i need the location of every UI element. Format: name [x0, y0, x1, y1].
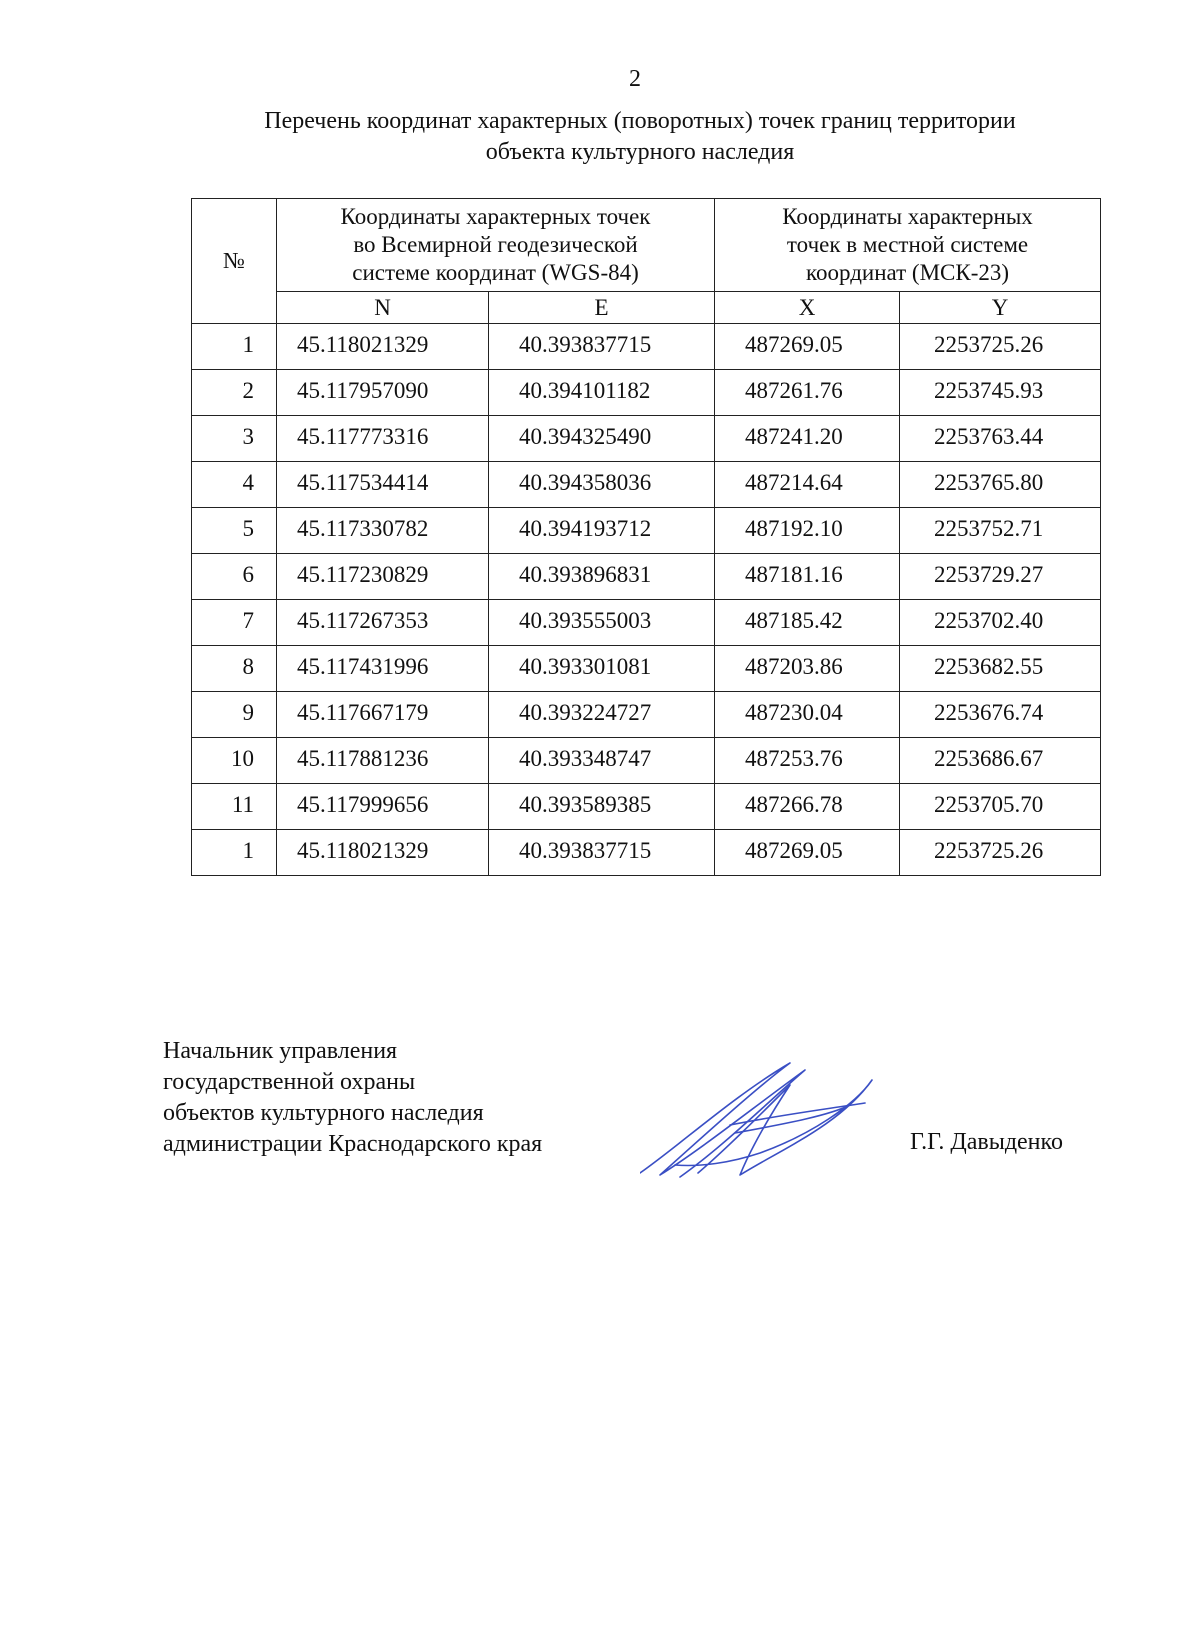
- signatory-position: [163, 1036, 542, 1160]
- msk23-x-value: 487269.05: [715, 830, 900, 876]
- wgs84-n-value: 45.118021329: [277, 324, 489, 370]
- msk23-group-header: [715, 199, 1101, 292]
- signatory-position-line-4: администрации Краснодарского края: [163, 1131, 543, 1157]
- msk23-y-value: 2253765.80: [900, 462, 1101, 508]
- wgs84-group-header: [277, 199, 715, 292]
- msk23-y-value: 2253725.26: [900, 324, 1101, 370]
- wgs84-n-value: 45.117330782: [277, 508, 489, 554]
- msk23-y-value: 2253702.40: [900, 600, 1101, 646]
- wgs84-e-value: 40.393837715: [489, 830, 715, 876]
- msk23-header-line-1: Координаты характерных: [782, 204, 1033, 229]
- wgs84-e-value: 40.394193712: [489, 508, 715, 554]
- x-column-header: X: [715, 292, 900, 324]
- msk23-x-value: 487269.05: [715, 324, 900, 370]
- signatory-position-line-3: объектов культурного наследия: [163, 1100, 484, 1126]
- wgs84-e-value: 40.394101182: [489, 370, 715, 416]
- wgs84-n-value: 45.117230829: [277, 554, 489, 600]
- point-number: 6: [192, 554, 277, 600]
- msk23-x-value: 487261.76: [715, 370, 900, 416]
- number-column-header: №: [192, 199, 277, 324]
- signature-stroke: [640, 1063, 805, 1177]
- wgs84-n-value: 45.117667179: [277, 692, 489, 738]
- table-row: [192, 462, 1101, 508]
- wgs84-e-value: 40.393896831: [489, 554, 715, 600]
- wgs84-n-value: 45.117773316: [277, 416, 489, 462]
- table-row: [192, 324, 1101, 370]
- msk23-x-value: 487192.10: [715, 508, 900, 554]
- msk23-x-value: 487266.78: [715, 784, 900, 830]
- document-title-line-1: Перечень координат характерных (поворотных) точек границ территории: [264, 108, 1016, 134]
- point-number: 3: [192, 416, 277, 462]
- wgs84-e-value: 40.394358036: [489, 462, 715, 508]
- table-row: [192, 738, 1101, 784]
- table-row: [192, 830, 1101, 876]
- wgs84-n-value: 45.117957090: [277, 370, 489, 416]
- wgs84-header-line-3: системе координат (WGS-84): [352, 260, 639, 285]
- handwritten-signature: [640, 1055, 880, 1180]
- document-title: [140, 106, 1140, 168]
- wgs84-e-value: 40.393555003: [489, 600, 715, 646]
- point-number: 11: [192, 784, 277, 830]
- wgs84-e-value: 40.393224727: [489, 692, 715, 738]
- point-number: 1: [192, 830, 277, 876]
- table-row: [192, 784, 1101, 830]
- table-row: [192, 508, 1101, 554]
- document-title-line-2: объекта культурного наследия: [485, 139, 795, 165]
- wgs84-n-value: 45.117267353: [277, 600, 489, 646]
- wgs84-e-value: 40.394325490: [489, 416, 715, 462]
- msk23-x-value: 487214.64: [715, 462, 900, 508]
- wgs84-n-value: 45.117999656: [277, 784, 489, 830]
- point-number: 4: [192, 462, 277, 508]
- point-number: 10: [192, 738, 277, 784]
- msk23-y-value: 2253682.55: [900, 646, 1101, 692]
- point-number: 8: [192, 646, 277, 692]
- table-row: [192, 416, 1101, 462]
- msk23-y-value: 2253763.44: [900, 416, 1101, 462]
- msk23-y-value: 2253686.67: [900, 738, 1101, 784]
- msk23-x-value: 487181.16: [715, 554, 900, 600]
- table-row: [192, 370, 1101, 416]
- table-row: [192, 554, 1101, 600]
- wgs84-n-value: 45.118021329: [277, 830, 489, 876]
- n-column-header: N: [277, 292, 489, 324]
- e-column-header: E: [489, 292, 715, 324]
- point-number: 5: [192, 508, 277, 554]
- signer-name: Г.Г. Давыденко: [910, 1129, 1063, 1155]
- wgs84-n-value: 45.117881236: [277, 738, 489, 784]
- wgs84-e-value: 40.393837715: [489, 324, 715, 370]
- msk23-y-value: 2253752.71: [900, 508, 1101, 554]
- table-row: [192, 692, 1101, 738]
- msk23-y-value: 2253729.27: [900, 554, 1101, 600]
- msk23-y-value: 2253725.26: [900, 830, 1101, 876]
- point-number: 7: [192, 600, 277, 646]
- coordinates-table: [191, 198, 1101, 876]
- msk23-header-line-3: координат (МСК-23): [805, 260, 1010, 285]
- msk23-x-value: 487203.86: [715, 646, 900, 692]
- msk23-x-value: 487253.76: [715, 738, 900, 784]
- table-row: [192, 646, 1101, 692]
- point-number: 2: [192, 370, 277, 416]
- wgs84-e-value: 40.393301081: [489, 646, 715, 692]
- msk23-y-value: 2253745.93: [900, 370, 1101, 416]
- wgs84-e-value: 40.393589385: [489, 784, 715, 830]
- point-number: 1: [192, 324, 277, 370]
- table-row: [192, 600, 1101, 646]
- msk23-x-value: 487185.42: [715, 600, 900, 646]
- signatory-position-line-2: государственной охраны: [163, 1069, 416, 1095]
- y-column-header: Y: [900, 292, 1101, 324]
- msk23-x-value: 487241.20: [715, 416, 900, 462]
- wgs84-header-line-2: во Всемирной геодезической: [353, 232, 638, 257]
- msk23-y-value: 2253676.74: [900, 692, 1101, 738]
- wgs84-n-value: 45.117431996: [277, 646, 489, 692]
- page-number: 2: [629, 66, 641, 92]
- msk23-x-value: 487230.04: [715, 692, 900, 738]
- point-number: 9: [192, 692, 277, 738]
- signature-stroke: [730, 1103, 865, 1125]
- signatory-position-line-1: Начальник управления: [163, 1038, 398, 1064]
- wgs84-e-value: 40.393348747: [489, 738, 715, 784]
- wgs84-n-value: 45.117534414: [277, 462, 489, 508]
- msk23-header-line-2: точек в местной системе: [786, 232, 1029, 257]
- wgs84-header-line-1: Координаты характерных точек: [340, 204, 651, 229]
- msk23-y-value: 2253705.70: [900, 784, 1101, 830]
